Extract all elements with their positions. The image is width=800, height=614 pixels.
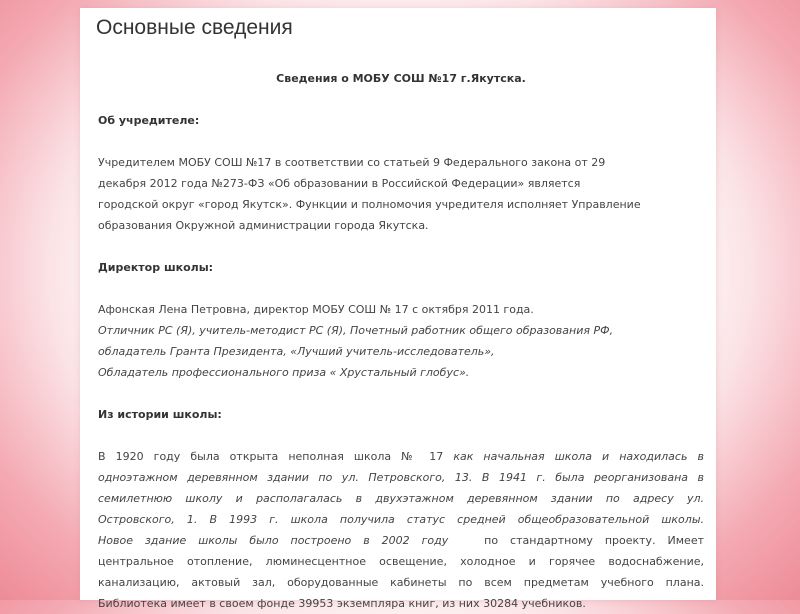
director-title-line: Обладатель профессионального приза « Хрустальный глобус». xyxy=(98,366,470,379)
subtitle: Сведения о МОБУ СОШ №17 г.Якутска. xyxy=(276,72,526,85)
history-line: Новое здание школы было построено в 2002 году по стандартному проекту. Имеет xyxy=(98,534,704,547)
director-title-line: обладатель Гранта Президента, «Лучший учитель-исследователь», xyxy=(98,345,495,358)
history-line: В 1920 году была открыта неполная школа № 17 как начальная школа и находилась в xyxy=(98,450,705,463)
content-card xyxy=(80,8,716,610)
founder-line: декабря 2012 года №273-ФЗ «Об образовании в Российской Федерации» является xyxy=(98,177,581,190)
page-title: Основные сведения xyxy=(96,16,293,39)
director-heading: Директор школы: xyxy=(98,261,214,274)
founder-line: городской округ «город Якутск». Функции и полномочия учредителя исполняет Управление xyxy=(98,198,641,211)
history-line: Островского, 1. В 1993 г. школа получила статус средней общеобразовательной школы. xyxy=(98,513,704,526)
founder-line: Учредителем МОБУ СОШ №17 в соответствии со статьей 9 Федерального закона от 29 xyxy=(98,156,606,169)
history-line: одноэтажном деревянном здании по ул. Петровского, 13. В 1941 г. была реорганизована в xyxy=(98,471,704,484)
content-body xyxy=(98,68,704,614)
director-title-line: Отличник РС (Я), учитель-методист РС (Я), Почетный работник общего образования РФ, xyxy=(98,324,614,337)
founder-heading: Об учредителе: xyxy=(98,114,200,127)
history-line: семилетнюю школу и располагалась в двухэтажном деревянном здании по адресу ул. xyxy=(98,492,704,505)
history-line: канализацию, актовый зал, оборудованные кабинеты по всем предметам учебного плана. xyxy=(98,576,704,589)
director-intro: Афонская Лена Петровна, директор МОБУ СОШ № 17 с октября 2011 года. xyxy=(98,303,534,316)
founder-line: образования Окружной администрации города Якутска. xyxy=(98,219,429,232)
history-heading: Из истории школы: xyxy=(98,408,222,421)
history-line: Библиотека имеет в своем фонде 39953 экземпляра книг, из них 30284 учебников. xyxy=(98,597,586,610)
history-line: центральное отопление, люминесцентное освещение, холодное и горячее водоснабжение, xyxy=(98,555,704,568)
